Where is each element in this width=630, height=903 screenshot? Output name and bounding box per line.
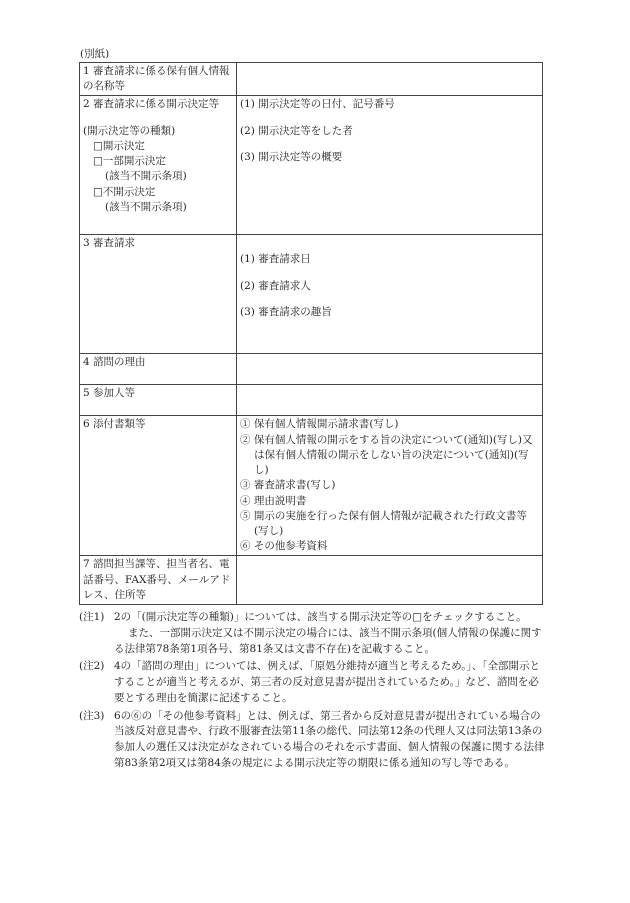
- row-label-cell: [80, 354, 237, 385]
- note: [79, 709, 549, 772]
- list-item: ② 保有個人情報の開示をする旨の決定について(通知)(写し)又は保有個人情報の開示をしない旨の決定について(通知)(写し): [240, 433, 533, 477]
- notes-section: [79, 610, 549, 774]
- row-label: 6 添付書類等: [83, 418, 146, 431]
- note-text: 2の「(開示決定等の種類)」については、該当する開示決定等の□をチェックすること。: [114, 611, 527, 623]
- list-item: (2) 開示決定等をした者: [240, 124, 353, 137]
- applicable-clause-label: (該当不開示条項): [105, 200, 187, 213]
- list-item: ① 保有個人情報開示請求書(写し): [240, 418, 399, 431]
- list-item: ④ 理由説明書: [240, 494, 307, 507]
- list-item: (3) 開示決定等の概要: [240, 150, 343, 163]
- table-row: [80, 235, 543, 354]
- checkbox-non-disclosure[interactable]: □不開示決定: [93, 185, 156, 198]
- note-text: 4の「諮問の理由」については、例えば、「原処分維持が適当と考えるため。」、「全部開示とすることが適当と考えるが、第三者の反対意見書が提出されているため。」など、諮問を必要とする理由を簡潔に記述すること。: [114, 660, 541, 704]
- note-label: (注2): [79, 660, 105, 673]
- note-label: (注1): [79, 611, 105, 623]
- list-item: (2) 審査請求人: [240, 279, 311, 292]
- row-label: 4 諮問の理由: [83, 356, 146, 369]
- note: [79, 610, 549, 657]
- list-item: ⑤ 開示の実施を行った保有個人情報が記載された行政文書等(写し): [240, 509, 527, 537]
- row-label: 5 参加人等: [83, 387, 136, 400]
- types-title: (開示決定等の種類): [83, 124, 176, 137]
- row-value-cell[interactable]: [237, 63, 543, 96]
- row-label: 7 諮問担当課等、担当者名、電話番号、FAX番号、メールアドレス、住所等: [83, 558, 231, 601]
- list-item: (3) 審査請求の趣旨: [240, 305, 332, 318]
- row-value-cell: [237, 235, 543, 354]
- row-value-cell: [237, 96, 543, 235]
- list-item: ③ 審査請求書(写し): [240, 479, 336, 492]
- list-item: (1) 審査請求日: [240, 253, 311, 266]
- table-row: [80, 63, 543, 96]
- applicable-clause-label: (該当不開示条項): [105, 170, 187, 183]
- page-heading: (別紙): [80, 48, 110, 60]
- row-label-cell: [80, 235, 237, 354]
- row-value-cell[interactable]: [237, 385, 543, 416]
- checkbox-partial-disclosure[interactable]: □一部開示決定: [93, 155, 166, 168]
- list-item: ⑥ その他参考資料: [240, 540, 328, 553]
- table-row: [80, 556, 543, 605]
- row-label-cell: [80, 556, 237, 605]
- checkbox-disclosure[interactable]: □開示決定: [93, 139, 145, 152]
- row-label: 2 審査請求に係る開示決定等: [83, 98, 220, 111]
- row-value-cell: [237, 416, 543, 556]
- table-row: [80, 354, 543, 385]
- note-text: また、一部開示決定又は不開示決定の場合には、該当不開示条項(個人情報の保護に関する法律第78条第1項各号、第81条又は文書不存在)を記載すること。: [114, 626, 542, 655]
- row-label: 3 審査請求: [83, 237, 136, 250]
- row-label-cell: [80, 416, 237, 556]
- row-value-cell[interactable]: [237, 556, 543, 605]
- note-text: 6の⑥の「その他参考資料」とは、例えば、第三者から反対意見書が提出されている場合の当該反対意見書や、行政不服審査法第11条の総代、同法第12条の代理人又は同法第13条の参加人の選任又は決定がなされている場合のそれを示す書面、個人情報の保護に関する法律第83条第2項又は第84条の規定による開示決定等の期限に係る通知の写し等である。: [114, 709, 545, 769]
- row-label-cell: [80, 385, 237, 416]
- note-label: (注3): [79, 709, 105, 722]
- row-label-cell: [80, 96, 237, 235]
- row-label-cell: [80, 63, 237, 96]
- row-value-cell[interactable]: [237, 354, 543, 385]
- table-row: [80, 96, 543, 235]
- table-row: [80, 385, 543, 416]
- list-item: (1) 開示決定等の日付、記号番号: [240, 98, 395, 111]
- note: [79, 659, 549, 706]
- row-label: 1 審査請求に係る保有個人情報の名称等: [83, 65, 230, 93]
- request-form-table: [79, 62, 543, 605]
- table-row: [80, 416, 543, 556]
